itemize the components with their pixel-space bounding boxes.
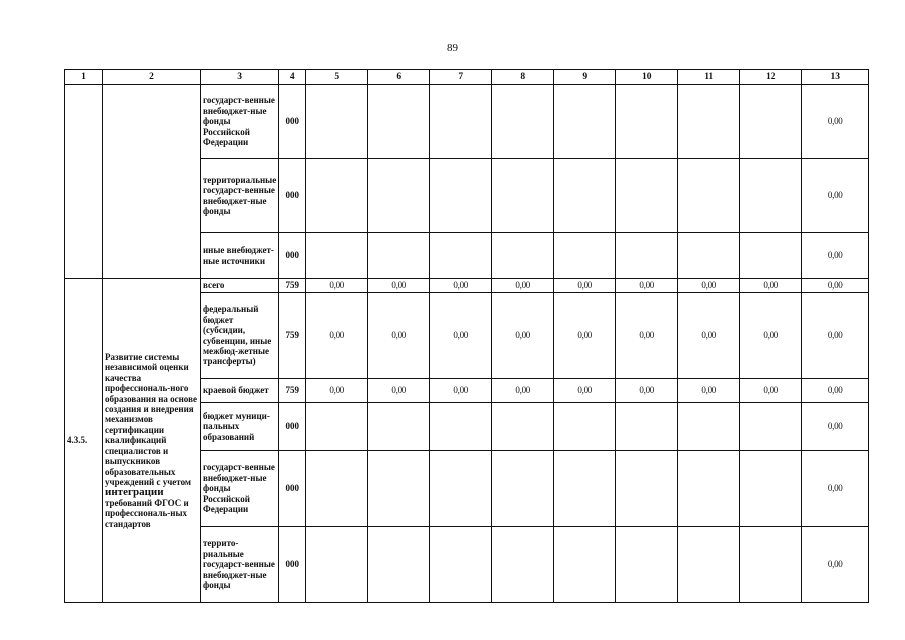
total-value: 0,00 (802, 233, 869, 279)
funding-source: краевой бюджет (201, 379, 279, 403)
value-cell: 0,00 (616, 293, 678, 379)
funding-source: бюджет муници-пальных образований (201, 403, 279, 451)
header-cell: 12 (740, 70, 802, 85)
value-cell: 0,00 (678, 293, 740, 379)
value-cell: 0,00 (306, 293, 368, 379)
header-cell: 2 (103, 70, 201, 85)
funding-source: государст-венные внебюджет-ные фонды Российской Федерации (201, 451, 279, 527)
value-cell: 0,00 (678, 379, 740, 403)
kbk-code: 000 (279, 451, 306, 527)
value-cell: 0,00 (368, 279, 430, 293)
table-row (65, 85, 869, 159)
kbk-code: 000 (279, 527, 306, 603)
header-row (65, 70, 869, 85)
funding-source: территориальные государст-венные внебюджет-ные фонды (201, 159, 279, 233)
value-cell: 0,00 (368, 379, 430, 403)
value-cell: 0,00 (430, 279, 492, 293)
value-cell: 0,00 (554, 279, 616, 293)
value-cell: 0,00 (554, 379, 616, 403)
value-cell: 0,00 (368, 293, 430, 379)
value-cell: 0,00 (430, 379, 492, 403)
kbk-code: 759 (279, 379, 306, 403)
value-cell: 0,00 (554, 293, 616, 379)
total-value: 0,00 (802, 527, 869, 603)
measure-code: 4.3.5. (65, 279, 103, 603)
kbk-code: 759 (279, 279, 306, 293)
value-cell: 0,00 (740, 379, 802, 403)
total-value: 0,00 (802, 403, 869, 451)
value-cell: 0,00 (430, 293, 492, 379)
funding-source: террито-риальные государст-венные внебюджет-ные фонды (201, 527, 279, 603)
kbk-code: 759 (279, 293, 306, 379)
value-cell: 0,00 (678, 279, 740, 293)
header-cell: 3 (201, 70, 279, 85)
value-cell: 0,00 (492, 379, 554, 403)
header-cell: 7 (430, 70, 492, 85)
kbk-code: 000 (279, 233, 306, 279)
kbk-code: 000 (279, 85, 306, 159)
header-cell: 1 (65, 70, 103, 85)
value-cell: 0,00 (492, 279, 554, 293)
value-cell: 0,00 (616, 279, 678, 293)
kbk-code: 000 (279, 403, 306, 451)
empty-name-cell (103, 85, 201, 279)
empty-code-cell (65, 85, 103, 279)
header-cell: 9 (554, 70, 616, 85)
header-cell: 10 (616, 70, 678, 85)
value-cell: 0,00 (740, 279, 802, 293)
value-cell: 0,00 (306, 379, 368, 403)
value-cell: 0,00 (802, 379, 869, 403)
header-cell: 13 (802, 70, 869, 85)
header-cell: 5 (306, 70, 368, 85)
value-cell: 0,00 (616, 379, 678, 403)
funding-source: иные внебюджет-ные источники (201, 233, 279, 279)
total-value: 0,00 (802, 85, 869, 159)
measure-name: Развитие системы независимой оценки качества профессиональ-ного образования на основе создания и внедрения механизмов сертификации квалификаций специалистов и выпускников образовательных учреждений с учетом интеграции требований ФГОС и профессиональ-ных стандартов (103, 279, 201, 603)
value-cell: 0,00 (802, 279, 869, 293)
header-cell: 11 (678, 70, 740, 85)
value-cell: 0,00 (492, 293, 554, 379)
funding-source: федеральный бюджет (субсидии, субвенции, иные межбюд-жетные трансферты) (201, 293, 279, 379)
budget-table (64, 69, 869, 603)
table-row (65, 279, 869, 293)
total-value: 0,00 (802, 451, 869, 527)
value-cell: 0,00 (740, 293, 802, 379)
header-cell: 6 (368, 70, 430, 85)
kbk-code: 000 (279, 159, 306, 233)
value-cell: 0,00 (306, 279, 368, 293)
total-value: 0,00 (802, 159, 869, 233)
page-number: 89 (447, 42, 458, 54)
value-cell: 0,00 (802, 293, 869, 379)
header-cell: 4 (279, 70, 306, 85)
header-cell: 8 (492, 70, 554, 85)
funding-source: государст-венные внебюджет-ные фонды Российской Федерации (201, 85, 279, 159)
funding-source: всего (201, 279, 279, 293)
